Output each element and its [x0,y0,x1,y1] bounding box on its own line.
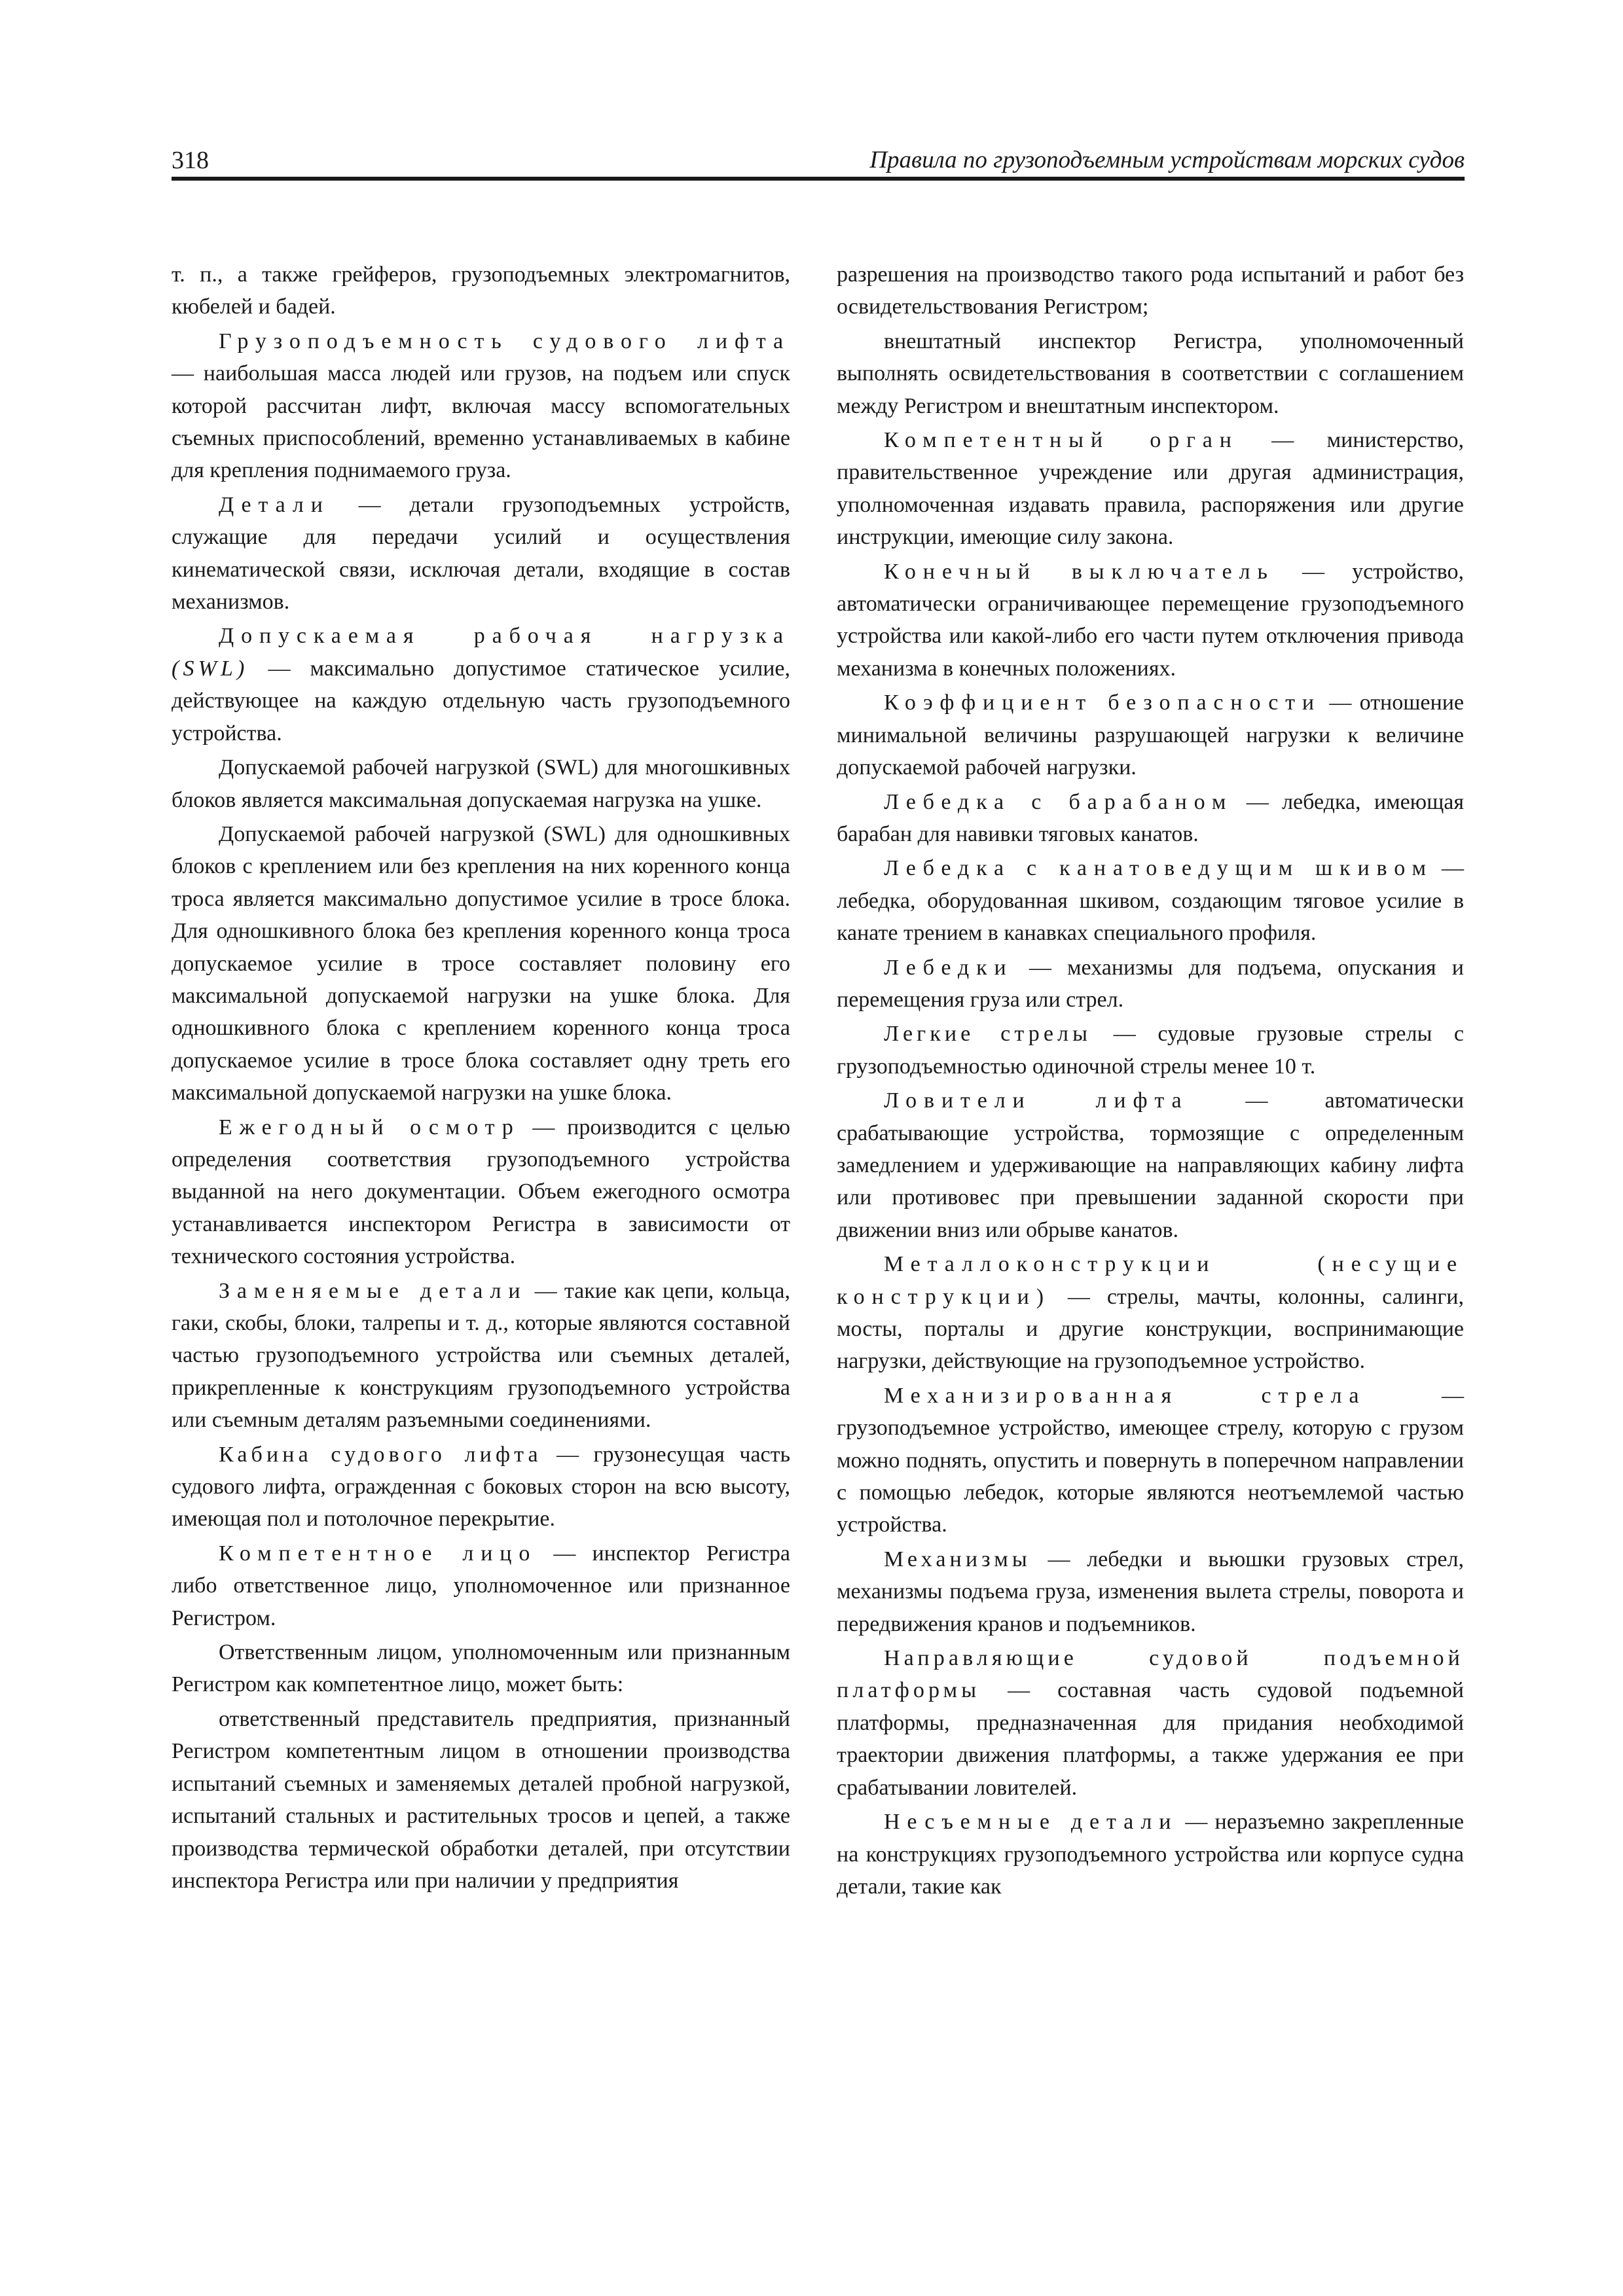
definition-text: — судовые грузовые стрелы с грузоподъемностью одиночной стрелы менее 10 т. [837,1022,1464,1079]
definition-text: — наибольшая масса людей или грузов, на подъем или спуск которой рассчитан лифт, включая массу вспомогательных съемных приспособлений, временно устанавливаемых в кабине для крепления поднимаемого груза. [172,361,790,483]
definition-text: — составная часть судовой подъемной платформы, предназначенная для придания необходимой траектории движения платформы, а также удержания ее при срабатывании ловителей. [837,1678,1464,1800]
definition-paragraph [837,1642,1464,1804]
definition-text: — министерство, правительственное учреждение или другая администрация, уполномоченная издавать правила, распоряжения или другие инструкции, имеющие силу закона. [837,428,1464,550]
definition-paragraph [172,620,790,749]
definition-text: — механизмы для подъема, опускания и перемещения груза или стрел. [837,955,1464,1012]
defined-term: Грузоподъемность судового лифта [219,329,790,353]
definition-text: — стрелы, мачты, колонны, салинги, мосты, порталы и другие конструкции, воспринимающие нагрузки, действующие на грузоподъемное устройство. [837,1284,1464,1374]
defined-term: Несъемные детали [884,1810,1178,1835]
definition-paragraph [837,786,1464,851]
right-column [837,259,1464,1905]
definition-paragraph [837,1543,1464,1640]
defined-term: Заменяемые детали [219,1278,528,1303]
definition-text: — инспектор Регистра либо ответственное лицо, уполномоченное или признанное Регистром. [172,1541,790,1630]
definition-paragraph [837,952,1464,1016]
defined-term: Механизмы [884,1547,1031,1571]
defined-term: Ловители лифта [884,1088,1189,1113]
definition-paragraph [172,489,790,619]
definition-paragraph [837,1018,1464,1083]
defined-term: Компетентное лицо [219,1541,538,1566]
left-column [172,259,790,1899]
definition-text: — лебедка, имеющая барабан для навивки тяговых канатов. [837,789,1464,846]
defined-term: Конечный выключатель [884,559,1275,584]
defined-term: Направляющие судовой подъемной платформы [837,1646,1464,1703]
paragraph [837,259,1464,323]
paragraph-text: т. п., а также грейферов, грузоподъемных электромагнитов, кюбелей и бадей. [172,262,790,319]
defined-term: Коэффициент безопасности [884,691,1321,715]
definition-paragraph [837,424,1464,554]
defined-term: Детали [219,492,330,517]
paragraph-text: Ответственным лицом, уполномоченным или признанным Регистром как компетентное лицо, может быть: [172,1640,790,1697]
definition-text: — устройство, автоматически ограничивающее перемещение грузоподъемного устройства или какой-либо его части путем отключения привода механизма в конечных положениях. [837,559,1464,681]
defined-term: Металлоконструкции (несущие конструкции) [837,1252,1464,1309]
paragraph [172,259,790,323]
header-rule [172,177,1465,181]
definition-paragraph [172,1111,790,1273]
paragraph-text: Допускаемой рабочей нагрузкой (SWL) для многошкивных блоков является максимальная допускаемая нагрузка на ушке. [172,755,790,812]
page-header [172,143,1465,179]
definition-paragraph [172,1537,790,1634]
paragraph [172,1636,790,1701]
paragraph [172,818,790,1109]
defined-term: Компетентный орган [884,428,1239,453]
defined-term: Допускаемая рабочая нагрузка [219,624,790,649]
defined-term: Легкие стрелы [884,1022,1092,1047]
defined-term: Лебедки [884,955,1013,980]
paragraph [837,325,1464,422]
paragraph-text: Допускаемой рабочей нагрузкой (SWL) для одношкивных блоков с креплением или без крепления на них коренного конца троса является максимально допустимое усилие в тросе блока. Для одношкивного блока без крепления коренного конца троса допускаемое усилие в тросе составляет половину его максимальной допускаемой нагрузки на ушке блока. Для одношкивного блока с креплением коренного конца троса допускаемое усилие в тросе блока составляет одну треть его максимальной допускаемой нагрузки на ушке блока. [172,821,790,1105]
definition-paragraph [837,1085,1464,1246]
definition-text: — лебедки и вьюшки грузовых стрел, механизмы подъема груза, изменения вылета стрелы, поворота и передвижения кранов и подъемников. [837,1547,1464,1636]
definition-text: — отношение минимальной величины разрушающей нагрузки к величине допускаемой рабочей нагрузки. [837,691,1464,780]
defined-term: Ежегодный осмотр [219,1115,520,1139]
definition-paragraph [837,1248,1464,1378]
definition-paragraph [172,1439,790,1535]
definition-paragraph [837,1380,1464,1541]
definition-text: — лебедка, оборудованная шкивом, создающим тяговое усилие в канате трением в канавках специального профиля. [837,856,1465,946]
paragraph-text: внештатный инспектор Регистра, уполномоченный выполнять освидетельствования в соответствии с соглашением между Регистром и внештатным инспектором. [837,329,1464,418]
definition-paragraph [837,556,1464,685]
definition-text: — грузонесущая часть судового лифта, огражденная с боковых сторон на всю высоту, имеющая пол и потолочное перекрытие. [172,1442,790,1532]
definition-paragraph [172,325,790,487]
defined-term: Лебедка с канатоведущим шкивом [884,856,1433,881]
paragraph-text: ответственный представитель предприятия, признанный Регистром компетентным лицом в отношении производства испытаний съемных и заменяемых деталей пробной нагрузкой, испытаний стальных и растительных тросов и цепей, а также производства термической обработки деталей, при отсутствии инспектора Регистра или при наличии у предприятия [172,1706,790,1893]
definition-text: — детали грузоподъемных устройств, служащие для передачи усилий и осуществления кинематической связи, исключая детали, входящие в состав механизмов. [172,492,790,615]
definition-paragraph [837,687,1464,783]
definition-text: — такие как цепи, кольца, гаки, скобы, блоки, талрепы и т. д., которые являются составной частью грузоподъемного устройства или съемных деталей, прикрепленные к конструкциям грузоподъемного устройства или съемным деталям разъемными соединениями. [172,1278,791,1433]
definition-text: — производится с целью определения соответствия грузоподъемного устройства выданной на него документации. Объем ежегодного осмотра устанавливается инспектором Регистра в зависимости от технического состояния устройства. [172,1115,790,1269]
paragraph-text: разрешения на производство такого рода испытаний и работ без освидетельствования Регистром; [837,262,1464,319]
defined-term: Лебедка с барабаном [884,789,1233,814]
defined-term-abbreviation: (SWL) [172,656,249,681]
definition-text: — максимально допустимое статическое усилие, действующее на каждую отдельную часть грузоподъемного устройства. [172,656,790,745]
defined-term: Механизированная стрела [884,1383,1366,1408]
definition-text: — грузоподъемное устройство, имеющее стрелу, которую с грузом можно поднять, опустить и повернуть в поперечном направлении с помощью лебедок, которые являются неотъемлемой частью устройства. [837,1383,1464,1537]
definition-paragraph [172,1275,790,1437]
defined-term: Кабина судового лифта [219,1442,542,1467]
paragraph [172,751,790,816]
definition-paragraph [837,852,1464,949]
definition-paragraph [837,1806,1464,1903]
definition-text: — неразъемно закрепленные на конструкциях грузоподъемного устройства или корпусе судна детали, такие как [837,1810,1464,1899]
page-number: 318 [172,147,209,174]
running-title: Правила по грузоподъемным устройствам морских судов [869,147,1465,173]
definition-text: — автоматически срабатывающие устройства, тормозящие с определенным замедлением и удерживающие на направляющих кабину лифта или противовес при превышении заданной скорости при движении вниз или обрыве канатов. [837,1088,1464,1242]
paragraph [172,1703,790,1897]
